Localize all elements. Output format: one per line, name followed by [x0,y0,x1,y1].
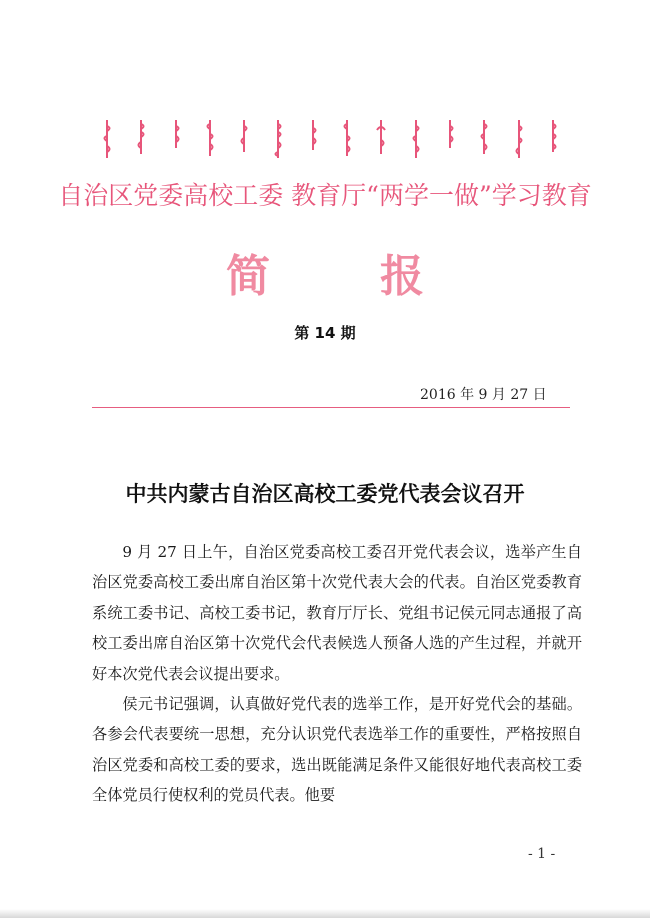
mongolian-word-glyph [374,118,388,162]
masthead-jianbao-char-1: 简 [226,251,270,302]
mongolian-word-glyph [512,118,526,162]
mongolian-word-glyph [477,118,491,162]
mongolian-word-glyph [306,118,320,162]
mongolian-word-glyph [203,118,217,162]
issue-date: 2016 年 9 月 27 日 [420,387,547,403]
masthead-jianbao-char-2: 报 [380,251,424,302]
mongolian-word-glyph [546,118,560,162]
page-number: - 1 - [528,846,556,862]
mongolian-word-glyph [169,118,183,162]
mongolian-word-glyph [237,118,251,162]
issue-number: 第 14 期 [294,324,356,342]
mongolian-word-glyph [271,118,285,162]
masthead-divider [92,407,570,408]
mongolian-script-banner [100,118,560,164]
mongolian-word-glyph [100,118,114,162]
mongolian-word-glyph [443,118,457,162]
masthead-jianbao [0,240,650,304]
article-body [92,537,582,811]
mongolian-word-glyph [409,118,423,162]
masthead-title: 自治区党委高校工委 教育厅“两学一做”学习教育 [58,181,592,210]
mongolian-word-glyph [340,118,354,162]
article-paragraph: 侯元书记强调，认真做好党代表的选举工作，是开好党代会的基础。各参会代表要统一思想，充分认识党代表选举工作的重要性，严格按照自治区党委和高校工委的要求，选出既能满足条件又能很好地代表高校工委全体党员行使权利的党员代表。他要 [92,695,582,805]
scan-bottom-edge [0,909,650,918]
mongolian-word-glyph [134,118,148,162]
article-paragraph: 9 月 27 日上午，自治区党委高校工委召开党代表会议，选举产生自治区党委高校工委出席自治区第十次党代表大会的代表。自治区党委教育系统工委书记、高校工委书记，教育厅厅长、党组书记侯元同志通报了高校工委出席自治区第十次党代会代表候选人预备人选的产生过程，并就开好本次党代表会议提出要求。 [92,543,582,683]
article-title: 中共内蒙古自治区高校工委党代表会议召开 [125,481,525,506]
